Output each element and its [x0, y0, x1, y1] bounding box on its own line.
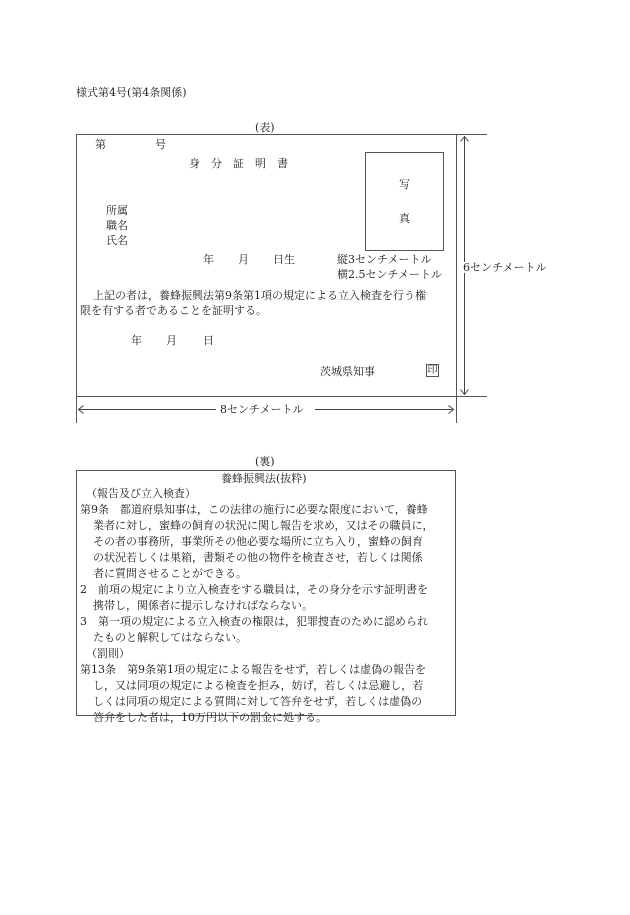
height-dimension-label: 6センチメートル [463, 261, 547, 274]
back-line: しくは同項の規定による質問に対して答弁をせず，若しくは虚偽の [93, 695, 423, 708]
front-label: (表) [255, 121, 275, 134]
bottom-extension-line [457, 396, 487, 397]
form-title: 様式第4号(第4条関係) [76, 86, 187, 99]
right-extension-line [456, 397, 457, 423]
width-dimension-label: 8センチメートル [220, 403, 304, 416]
back-line: 第13条 第9条第1項の規定による報告をせず，若しくは虚偽の報告を [80, 663, 427, 676]
back-heading-inspection: （報告及び立入検査） [86, 487, 196, 500]
certification-line-2: 限を有する者であることを証明する。 [80, 304, 267, 317]
back-line: 3 第一項の規定による立入検査の権限は，犯罪捜査のために認められ [80, 615, 428, 628]
back-line: 答弁をした者は，10万円以下の罰金に処する。 [93, 711, 327, 724]
back-line: 者に質問させることができる。 [93, 567, 247, 580]
arrow-down-icon [460, 389, 469, 395]
field-position: 職名 [106, 219, 128, 232]
back-line: 第9条 都道府県知事は，この法律の施行に必要な限度において，養蜂 [80, 503, 428, 516]
issue-year: 年 [131, 334, 142, 347]
left-extension-line [76, 397, 77, 423]
number-suffix: 号 [155, 138, 166, 151]
back-line: その者の事務所，事業所その他必要な場所に立ち入り，蜜蜂の飼育 [93, 535, 423, 548]
back-line: 携帯し，関係者に提示しなければならない。 [93, 599, 313, 612]
seal-mark: 印 [427, 365, 438, 376]
back-title: 養蜂振興法(抜粋) [221, 472, 307, 485]
back-line: 2 前項の規定により立入検査をする職員は，その身分を示す証明書を [80, 583, 428, 596]
width-dimension-line-left [79, 409, 216, 410]
certification-line-1: 上記の者は，養蜂振興法第9条第1項の規定による立入検査を行う権 [93, 289, 426, 302]
width-dimension-line-right [315, 409, 453, 410]
birth-day: 日生 [273, 253, 295, 266]
issue-month: 月 [166, 334, 177, 347]
number-prefix: 第 [95, 138, 106, 151]
arrow-left-icon [78, 405, 84, 414]
back-line: たものと解釈してはならない。 [93, 631, 247, 644]
field-name: 氏名 [106, 234, 128, 247]
arrow-up-icon [460, 136, 469, 142]
photo-box [365, 152, 444, 251]
top-extension-line [457, 134, 487, 135]
photo-char-1: 写 [399, 178, 410, 191]
photo-char-2: 真 [399, 212, 410, 225]
field-affiliation: 所属 [106, 204, 128, 217]
arrow-right-icon [448, 405, 454, 414]
photo-size-width: 横2.5センチメートル [337, 268, 443, 281]
card-title: 身 分 証 明 書 [189, 157, 288, 170]
issuer: 茨城県知事 [320, 365, 375, 378]
photo-size-height: 縦3センチメートル [337, 253, 432, 266]
issue-day: 日 [203, 334, 214, 347]
back-line: の状況若しくは巣箱，書類その他の物件を検査させ，若しくは関係 [93, 551, 423, 564]
back-heading-penalty: （罰則） [86, 647, 130, 660]
birth-year: 年 [203, 253, 214, 266]
back-line: 業者に対し，蜜蜂の飼育の状況に関し報告を求め，又はその職員に， [93, 519, 434, 532]
birth-month: 月 [238, 253, 249, 266]
back-label: (裏) [255, 455, 275, 468]
back-line: し，又は同項の規定による検査を拒み，妨げ，若しくは忌避し，若 [93, 679, 424, 692]
